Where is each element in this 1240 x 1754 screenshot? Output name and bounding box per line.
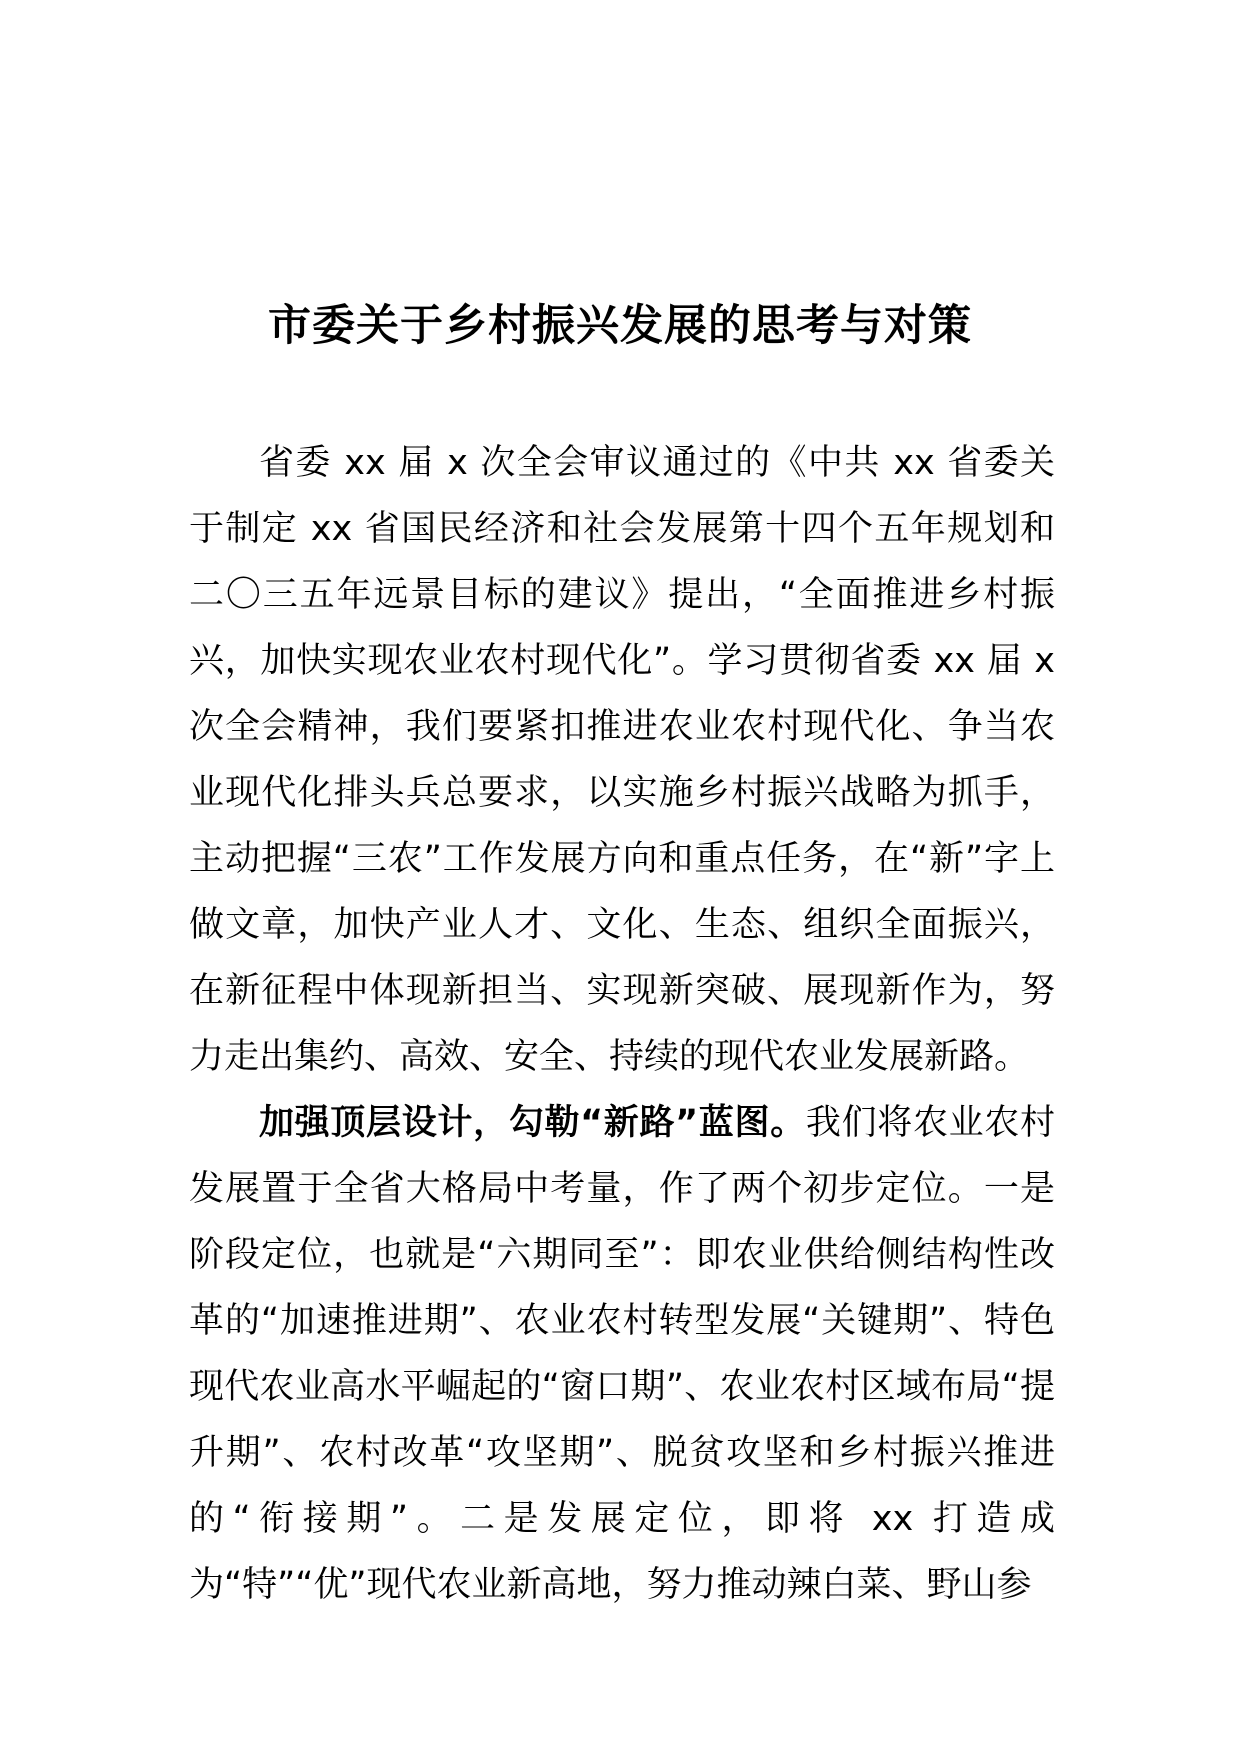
document-title: 市委关于乡村振兴发展的思考与对策 <box>268 301 972 351</box>
paragraph-intro-text: 省委 xx 届 x 次全会审议通过的《中共 xx 省委关于制定 xx 省国民经济和社会发展第十四个五年规划和二〇三五年远景目标的建议》提出，“全面推进乡村振兴，加快实现农业农村现代化”。学习贯彻省委 xx 届 x 次全会精神，我们要紧扣推进农业农村现代化、争当农业现代化排头兵总要求，以实施乡村振兴战略为抓手，主动把握“三农”工作发展方向和重点任务，在“新”字上做文章，加快产业人才、文化、生态、组织全面振兴，在新征程中体现新担当、实现新突破、展现新作为，努力走出集约、高效、安全、持续的现代农业发展新路。 <box>189 443 1055 1077</box>
document-body <box>189 430 1055 1618</box>
paragraph-intro <box>189 430 1055 1090</box>
paragraph-top-level-design-text: 我们将农业农村发展置于全省大格局中考量，作了两个初步定位。一是阶段定位，也就是“六期同至”：即农业供给侧结构性改革的“加速推进期”、农业农村转型发展“关键期”、特色现代农业高水平崛起的“窗口期”、农业农村区域布局“提升期”、农村改革“攻坚期”、脱贫攻坚和乡村振兴推进的“衔接期”。二是发展定位，即将 xx 打造成为“特”“优”现代农业新高地，努力推动辣白菜、野山参 <box>189 1103 1056 1605</box>
paragraph-heading: 加强顶层设计，勾勒“新路”蓝图。 <box>259 1103 806 1143</box>
paragraph-top-level-design <box>189 1090 1055 1618</box>
